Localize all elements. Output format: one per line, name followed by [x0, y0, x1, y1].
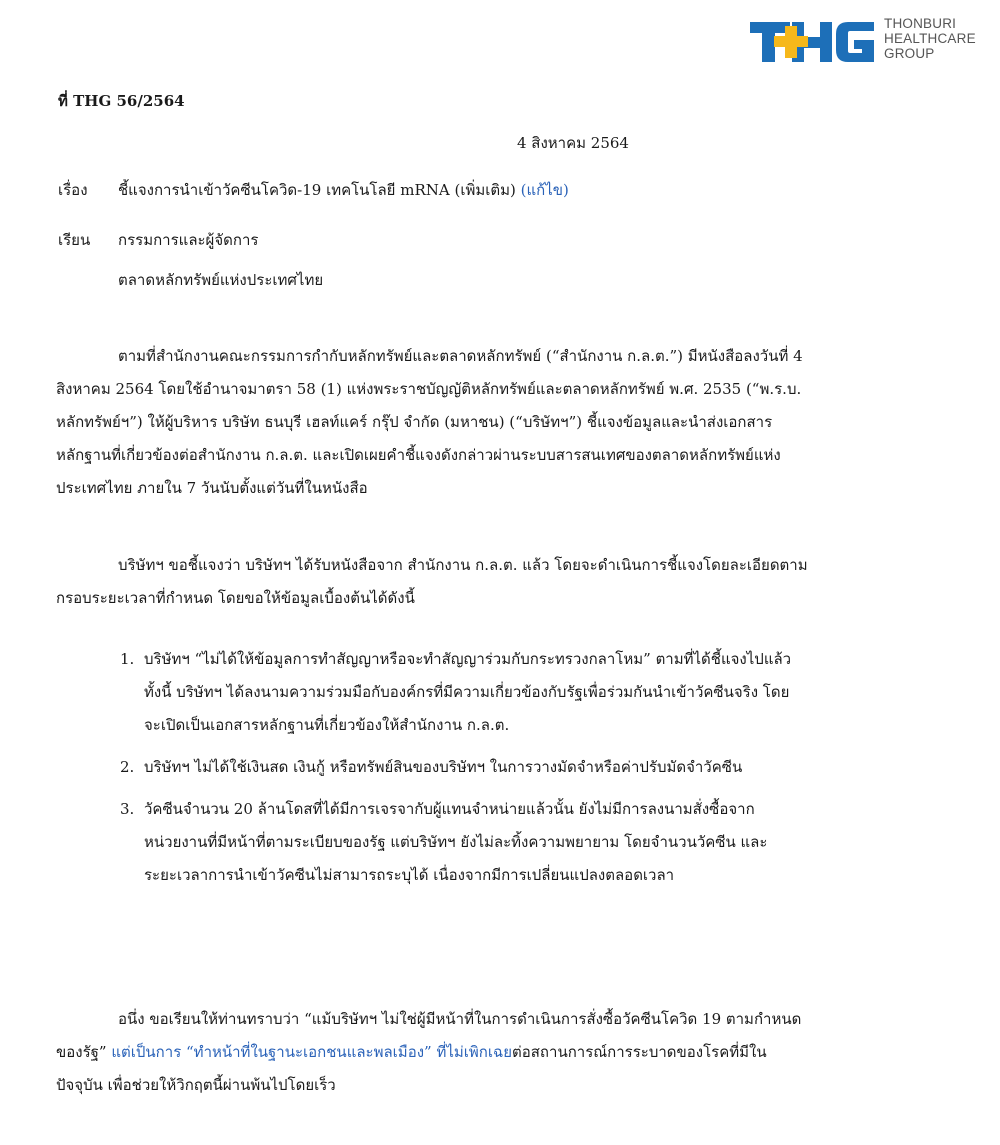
- list-item: [108, 793, 948, 892]
- paragraph-3-highlight: แต่เป็นการ “ทำหน้าที่ในฐานะเอกชนและพลเมือง” ที่ไม่เพิกเฉย: [111, 1043, 513, 1061]
- paragraph-1-line: สิงหาคม 2564 โดยใช้อำนาจมาตรา 58 (1) แห่งพระราชบัญญัติหลักทรัพย์และตลาดหลักทรัพย์ พ.ศ. 2535 (“พ.ร.บ.: [56, 380, 802, 398]
- recipient-line-2: ตลาดหลักทรัพย์แห่งประเทศไทย: [118, 271, 324, 289]
- list-item-line: จะเปิดเป็นเอกสารหลักฐานที่เกี่ยวข้องให้สำนักงาน ก.ล.ต.: [144, 716, 510, 734]
- logo-line-group: GROUP: [884, 46, 935, 61]
- paragraph-2-line: กรอบระยะเวลาที่กำหนด โดยขอให้ข้อมูลเบื้องต้นได้ดังนี้: [56, 589, 415, 607]
- subject-line: [118, 180, 569, 200]
- list-item-line: ระยะเวลาการนำเข้าวัคซีนไม่สามารถระบุได้ เนื่องจากมีการเปลี่ยนแปลงตลอดเวลา: [144, 866, 675, 884]
- subject-label: เรื่อง: [58, 181, 88, 199]
- logo-text: [884, 16, 994, 61]
- paragraph-1-line: หลักทรัพย์ฯ”) ให้ผู้บริหาร บริษัท ธนบุรี เฮลท์แคร์ กรุ๊ป จำกัด (มหาชน) (“บริษัทฯ”) ชี้แจงข้อมูลและนำส่งเอกสาร: [56, 413, 773, 431]
- list-item-line: บริษัทฯ ไม่ได้ใช้เงินสด เงินกู้ หรือทรัพย์สินของบริษัทฯ ในการวางมัดจำหรือค่าปรับมัดจำวัคซีน: [144, 758, 743, 776]
- paragraph-2-line: บริษัทฯ ขอชี้แจงว่า บริษัทฯ ได้รับหนังสือจาก สำนักงาน ก.ล.ต. แล้ว โดยจะดำเนินการชี้แจงโดยละเอียดตาม: [118, 556, 808, 574]
- list-item-number: 1.: [120, 650, 135, 668]
- paragraph-2: [56, 549, 946, 615]
- paragraph-3: [56, 1003, 946, 1102]
- list-item: [108, 751, 948, 784]
- paragraph-1-line: ประเทศไทย ภายใน 7 วันนับตั้งแต่วันที่ในหนังสือ: [56, 479, 368, 497]
- reference-number: ที่ THG 56/2564: [58, 92, 185, 110]
- recipient-line-1: กรรมการและผู้จัดการ: [118, 231, 259, 249]
- list-item-line: บริษัทฯ “ไม่ได้ให้ข้อมูลการทำสัญญาหรือจะทำสัญญาร่วมกับกระทรวงกลาโหม” ตามที่ได้ชี้แจงไปแล้ว: [144, 650, 792, 668]
- thg-logo-mark-icon: [748, 18, 876, 66]
- letter-date: 4 สิงหาคม 2564: [517, 134, 629, 152]
- paragraph-3-segment: ของรัฐ”: [56, 1043, 107, 1061]
- list-item: [108, 643, 948, 742]
- paragraph-1-line: ตามที่สำนักงานคณะกรรมการกำกับหลักทรัพย์และตลาดหลักทรัพย์ (“สำนักงาน ก.ล.ต.”) มีหนังสือลงวันที่ 4: [118, 347, 803, 365]
- list-item-line: หน่วยงานที่มีหน้าที่ตามระเบียบของรัฐ แต่บริษัทฯ ยังไม่ละทิ้งความพยายาม โดยจำนวนวัคซีน และ: [144, 833, 768, 851]
- thg-logo: [748, 14, 994, 70]
- list-item-line: วัคซีนจำนวน 20 ล้านโดสที่ได้มีการเจรจากับผู้แทนจำหน่ายแล้วนั้น ยังไม่มีการลงนามสั่งซื้อจาก: [144, 800, 755, 818]
- paragraph-3-line: [56, 1036, 946, 1069]
- subject-text: ชี้แจงการนำเข้าวัคซีนโควิด-19 เทคโนโลยี mRNA (เพิ่มเติม): [118, 181, 516, 199]
- list-item-number: 3.: [120, 800, 135, 818]
- recipient-label: เรียน: [58, 231, 91, 249]
- logo-line-thonburi: THONBURI: [884, 16, 957, 31]
- list-item-number: 2.: [120, 758, 135, 776]
- paragraph-1-line: หลักฐานที่เกี่ยวข้องต่อสำนักงาน ก.ล.ต. และเปิดเผยคำชี้แจงดังกล่าวผ่านระบบสารสนเทศของตลาดหลักทรัพย์แห่ง: [56, 446, 781, 464]
- paragraph-3-line: อนึ่ง ขอเรียนให้ท่านทราบว่า “แม้บริษัทฯ ไม่ใช่ผู้มีหน้าที่ในการดำเนินการสั่งซื้อวัคซีนโควิด 19 ตามกำหนด: [118, 1010, 802, 1028]
- logo-line-healthcare: HEALTHCARE: [884, 31, 976, 46]
- paragraph-3-line: ปัจจุบัน เพื่อช่วยให้วิกฤตนี้ผ่านพ้นไปโดยเร็ว: [56, 1076, 336, 1094]
- list-item-line: ทั้งนี้ บริษัทฯ ได้ลงนามความร่วมมือกับองค์กรที่มีความเกี่ยวข้องกับรัฐเพื่อร่วมกันนำเข้าวัคซีนจริง โดย: [144, 683, 790, 701]
- paragraph-1: [56, 340, 946, 505]
- subject-edit-note: (แก้ไข): [520, 181, 569, 199]
- clarification-list: [108, 643, 948, 892]
- paragraph-3-segment: ต่อสถานการณ์การระบาดของโรคที่มีใน: [512, 1043, 767, 1061]
